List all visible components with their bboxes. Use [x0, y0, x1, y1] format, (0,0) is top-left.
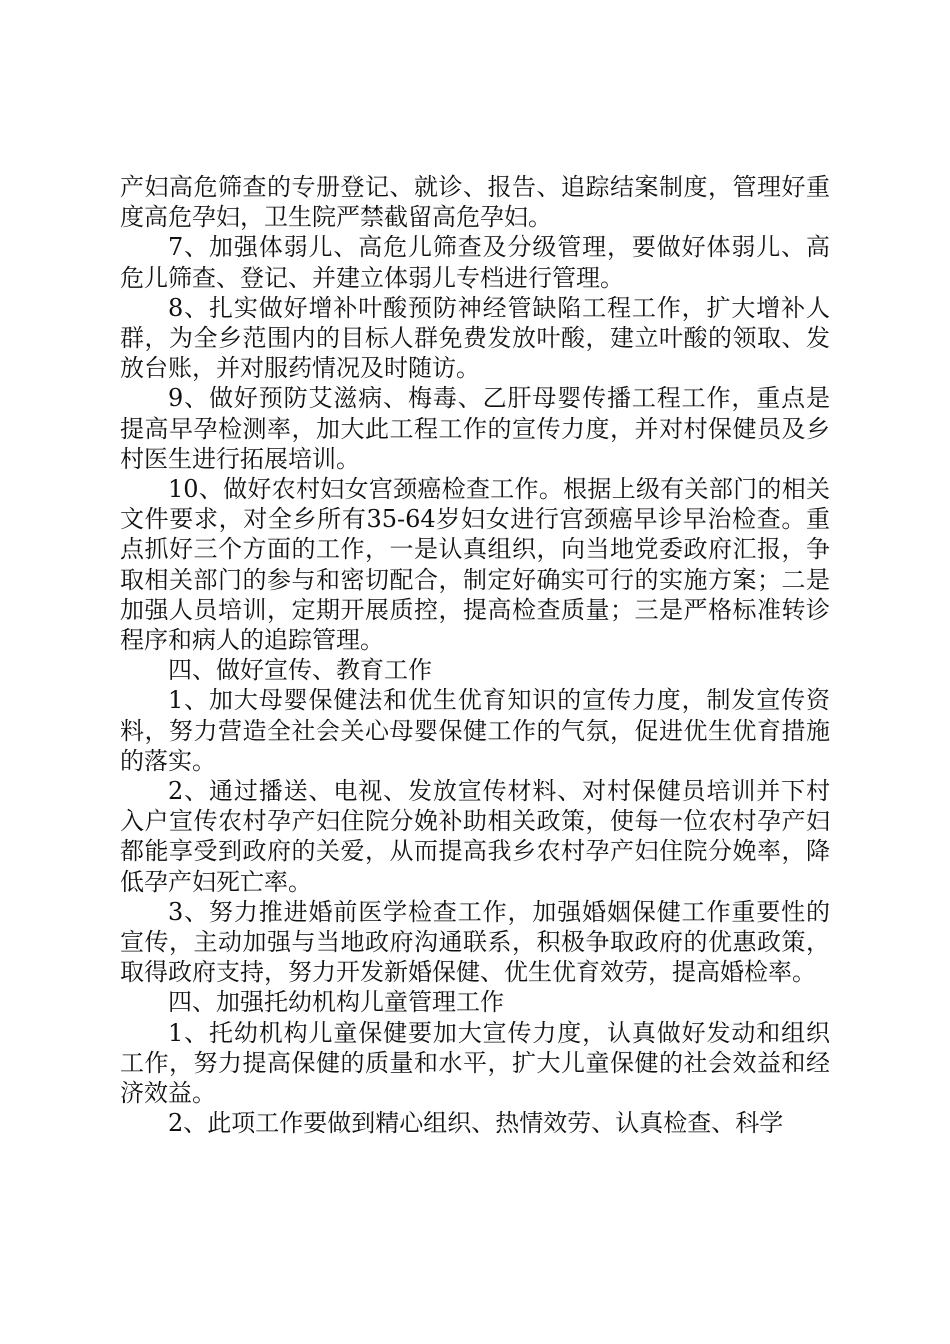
paragraph-11: 1、托幼机构儿童保健要加大宣传力度，认真做好发动和组织工作，努力提高保健的质量和水平，扩大儿童保健的社会效益和经济效益。 — [120, 1018, 830, 1108]
paragraph-2: 7、加强体弱儿、高危儿筛查及分级管理，要做好体弱儿、高危儿筛查、登记、并建立体弱儿专档进行管理。 — [120, 233, 830, 292]
paragraph-8: 2、通过播送、电视、发放宣传材料、对村保健员培训并下村入户宣传农村孕产妇住院分娩补助相关政策，使每一位农村孕产妇都能享受到政府的关爱，从而提高我乡农村孕产妇住院分娩率，降低孕产妇死亡率。 — [120, 777, 830, 896]
paragraph-3: 8、扎实做好增补叶酸预防神经管缺陷工程工作，扩大增补人群，为全乡范围内的目标人群免费发放叶酸，建立叶酸的领取、发放台账，并对服药情况及时随访。 — [120, 293, 830, 383]
paragraph-7: 1、加大母婴保健法和优生优育知识的宣传力度，制发宣传资料，努力营造全社会关心母婴保健工作的气氛，促进优生优育措施的落实。 — [120, 686, 830, 775]
paragraph-1: 产妇高危筛查的专册登记、就诊、报告、追踪结案制度，管理好重度高危孕妇，卫生院严禁截留高危孕妇。 — [120, 173, 830, 232]
document-page — [120, 172, 830, 1139]
paragraph-4: 9、做好预防艾滋病、梅毒、乙肝母婴传播工程工作，重点是提高早孕检测率，加大此工程工作的宣传力度，并对村保健员及乡村医生进行拓展培训。 — [120, 384, 830, 473]
paragraph-9: 3、努力推进婚前医学检查工作，加强婚姻保健工作重要性的宣传，主动加强与当地政府沟通联系，积极争取政府的优惠政策，取得政府支持，努力开发新婚保健、优生优育效劳，提高婚检率。 — [120, 897, 830, 987]
paragraph-12: 2、此项工作要做到精心组织、热情效劳、认真检查、科学 — [168, 1109, 784, 1138]
section-heading-publicity: 四、做好宣传、教育工作 — [168, 656, 432, 685]
section-heading-childcare: 四、加强托幼机构儿童管理工作 — [168, 988, 504, 1017]
paragraph-5: 10、做好农村妇女宫颈癌检查工作。根据上级有关部门的相关文件要求，对全乡所有35-64岁妇女进行宫颈癌早诊早治检查。重点抓好三个方面的工作，一是认真组织，向当地党委政府汇报，争取相关部门的参与和密切配合，制定好确实可行的实施方案；二是加强人员培训，定期开展质控，提高检查质量；三是严格标准转诊程序和病人的追踪管理。 — [120, 475, 830, 655]
